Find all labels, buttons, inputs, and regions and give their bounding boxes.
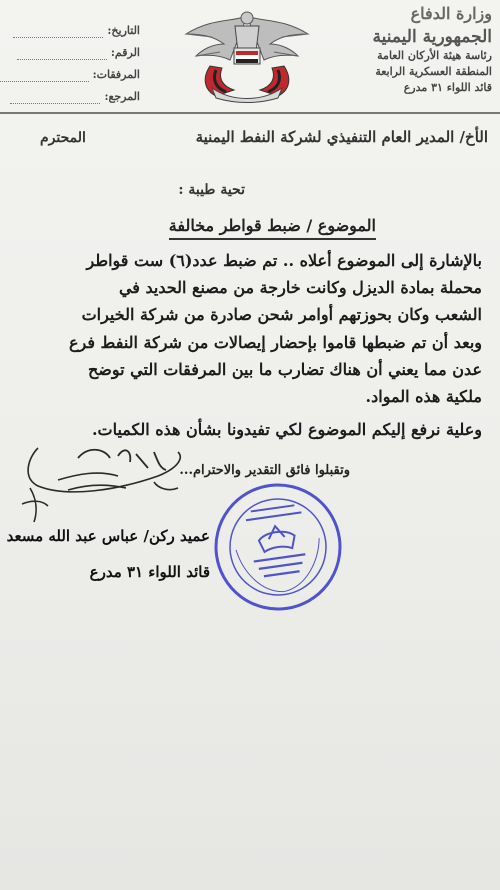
body-line: بالإشارة إلى الموضوع أعلاه .. تم ضبط عدد(٦) ست قواطر <box>86 251 482 270</box>
letterhead-ministry-block <box>332 0 492 96</box>
greeting: تحية طيبة : <box>178 182 245 198</box>
attachments-label: المرفقات: <box>92 68 140 81</box>
letterhead-line: قائد اللواء ٣١ مدرع <box>403 81 492 94</box>
reference-fields <box>0 20 140 108</box>
official-stamp-icon <box>212 478 344 616</box>
body-line: الشعب وكان بحوزتهم أوامر شحن صادرة من شركة الخيرات <box>81 305 482 324</box>
fill-line <box>17 47 107 60</box>
reference-field <box>0 86 140 108</box>
date-label: التاريخ: <box>107 24 140 37</box>
addressee-line: الأخ/ المدير العام التنفيذي لشركة النفط اليمنية <box>195 128 488 146</box>
letterhead-line: وزارة الدفاع <box>410 4 492 23</box>
number-label: الرقم: <box>110 46 140 59</box>
fill-line <box>13 25 103 38</box>
honorific: المحترم <box>40 130 86 146</box>
reference-label: المرجع: <box>104 90 140 103</box>
handwritten-annotation-icon <box>8 418 208 528</box>
attachments-field <box>0 64 140 86</box>
body-line: محملة بمادة الديزل وكانت خارجة من مصنع الحديد في <box>118 278 482 297</box>
body-line: وبعد أن تم ضبطها قاموا بإحضار إيصالات من شركة النفط فرع <box>68 333 482 352</box>
letterhead-line: رئاسة هيئة الأركان العامة <box>377 49 492 62</box>
number-field <box>0 42 140 64</box>
signatory-name: عميد ركن/ عباس عبد الله مسعد <box>6 527 210 545</box>
date-field <box>0 20 140 42</box>
header-divider <box>0 112 500 114</box>
fill-line <box>0 69 89 82</box>
letterhead-line: المنطقة العسكرية الرابعة <box>375 65 492 78</box>
body-line: ملكية هذه المواد. <box>365 387 482 406</box>
body-line: عدن مما يعني أن هناك تضارب ما بين المرفقات التي توضح <box>87 360 482 379</box>
closing-line: وتقبلوا فائق التقدير والاحترام... <box>179 463 350 478</box>
yemen-eagle-emblem-icon <box>172 4 322 104</box>
fill-line <box>10 91 100 104</box>
subject-line: الموضوع / ضبط قواطر مخالفة <box>169 216 376 240</box>
signatory-title: قائد اللواء ٣١ مدرع <box>89 563 210 581</box>
body-line: وعلية نرفع إليكم الموضوع لكي تفيدونا بشأن هذه الكميات. <box>91 420 482 439</box>
letterhead-line: الجمهورية اليمنية <box>372 27 492 47</box>
